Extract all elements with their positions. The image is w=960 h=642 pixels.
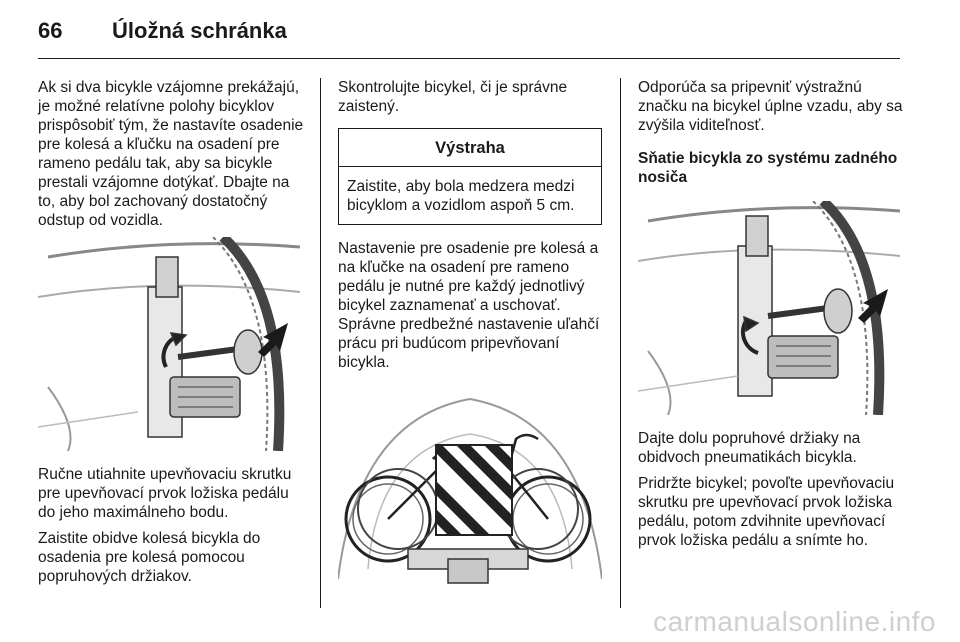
page-title: Úložná schránka (112, 18, 287, 43)
column-divider (320, 78, 321, 608)
column-3 (638, 78, 906, 557)
header-rule (38, 58, 900, 59)
paragraph: Odporúča sa pripevniť výstražnú značku na bicykel úplne vzadu, aby sa zvýšila viditeľnosť. (638, 79, 903, 134)
watermark: carmanualsonline.info (653, 606, 936, 637)
paragraph: Ručne utiahnite upevňovaciu skrutku pre upevňovací prvok ložiska pedálu do jeho maximálneho bodu. (38, 466, 292, 521)
illustration-pedal-mount (38, 237, 300, 451)
section-heading: Sňatie bicykla zo systému zadného nosiča (638, 150, 898, 186)
column-divider (620, 78, 621, 608)
paragraph: Nastavenie pre osadenie pre kolesá a na kľučke na osadení pre rameno pedálu je nutné pre každý jednotlivý bicykel zaznamenať a uschovať. Správne predbežné nastavenie uľahčí prácu pri budúcom pripevňovaní bicykla. (338, 240, 600, 371)
paragraph: Zaistite obidve kolesá bicykla do osadenia pre kolesá pomocou popruhových držiakov. (38, 530, 261, 585)
paragraph: Pridržte bicykel; povoľte upevňovaciu skrutku pre upevňovací prvok ložiska pedálu, potom zdvihnite upevňovací prvok ložiska pedálu a snímte ho. (638, 475, 895, 549)
page-number: 66 (38, 18, 63, 43)
illustration-pedal-mount-removal (638, 201, 900, 415)
paragraph: Ak si dva bicykle vzájomne prekážajú, je možné relatívne polohy bicyklov prispôsobiť tým, že nastavíte osadenie pre kolesá a kľučku na osadení pre rameno pedálu tak, aby sa bicykle prestali vzájomne dotýkať. Dbajte na to, aby bol zachovaný dostatočný odstup od vozidla. (38, 79, 304, 229)
warning-title: Výstraha (339, 129, 601, 167)
illustration-bicycles-with-warning-sign (338, 379, 602, 589)
paragraph: Dajte dolu popruhové držiaky na obidvoch pneumatikách bicykla. (638, 430, 861, 466)
paragraph: Skontrolujte bicykel, či je správne zaistený. (338, 79, 568, 115)
warning-text: Zaistite, aby bola medzera medzi bicyklom a vozidlom aspoň 5 cm. (347, 178, 575, 214)
column-1 (38, 78, 306, 593)
column-2 (338, 78, 604, 603)
warning-box (338, 128, 602, 225)
